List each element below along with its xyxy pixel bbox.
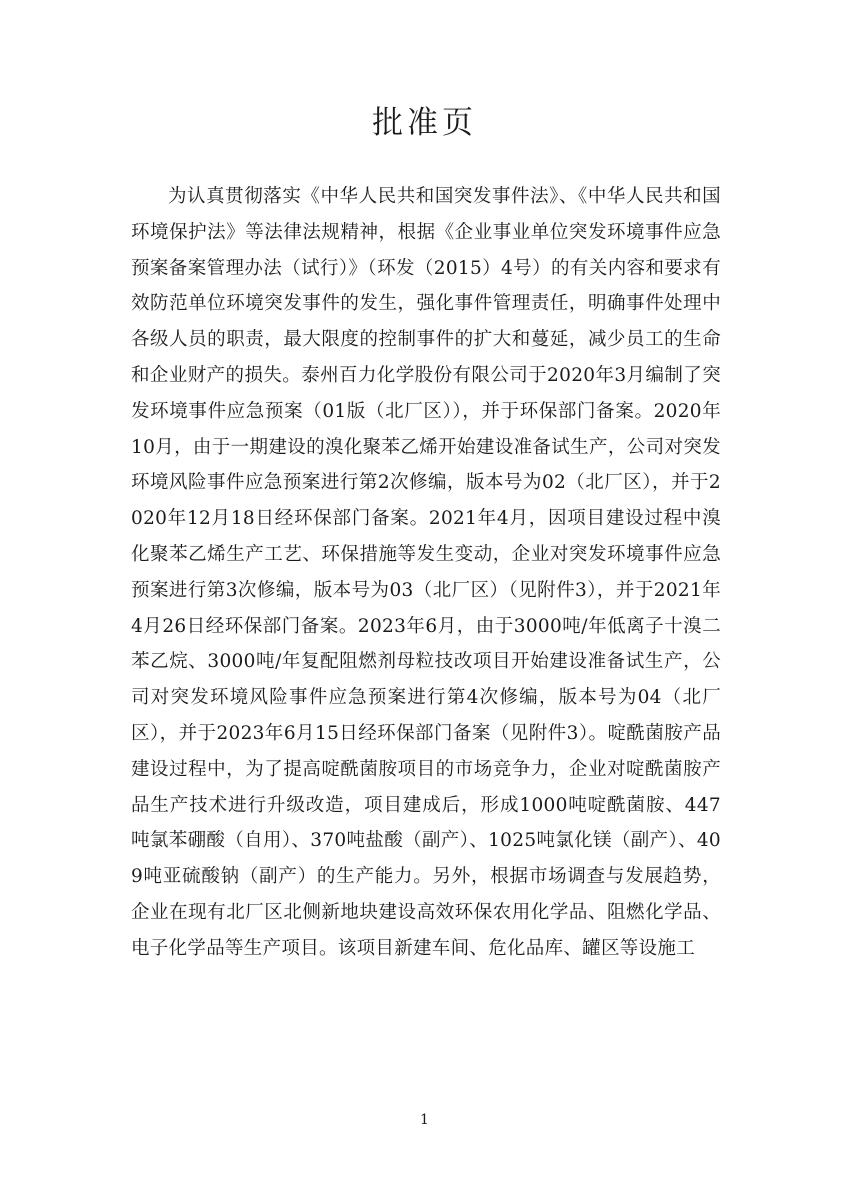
- page-number: 1: [420, 1112, 429, 1128]
- body-paragraph: 为认真贯彻落实《中华人民共和国突发事件法》、《中华人民共和国环境保护法》等法律法规精神，根据《企业事业单位突发环境事件应急预案备案管理办法（试行）》（环发（2015）4号）的有关内容和要求有效防范单位环境突发事件的发生，强化事件管理责任，明确事件处理中各级人员的职责，最大限度的控制事件的扩大和蔓延，减少员工的生命和企业财产的损失。泰州百力化学股份有限公司于2020年3月编制了突发环境事件应急预案（01版（北厂区）），并于环保部门备案。2020年10月，由于一期建设的溴化聚苯乙烯开始建设准备试生产，公司对突发环境风险事件应急预案进行第2次修编，版本号为02（北厂区），并于2020年12月18日经环保部门备案。2021年4月，因项目建设过程中溴化聚苯乙烯生产工艺、环保措施等发生变动，企业对突发环境事件应急预案进行第3次修编，版本号为03（北厂区）（见附件3），并于2021年4月26日经环保部门备案。2023年6月，由于3000吨/年低离子十溴二苯乙烷、3000吨/年复配阻燃剂母粒技改项目开始建设准备试生产，公司对突发环境风险事件应急预案进行第4次修编，版本号为04（北厂区），并于2023年6月15日经环保部门备案（见附件3）。啶酰菌胺产品建设过程中，为了提高啶酰菌胺项目的市场竞争力，企业对啶酰菌胺产品生产技术进行升级改造，项目建成后，形成1000吨啶酰菌胺、447吨氯苯硼酸（自用）、370吨盐酸（副产）、1025吨氯化镁（副产）、409吨亚硫酸钠（副产）的生产能力。另外，根据市场调查与发展趋势，企业在现有北厂区北侧新地块建设高效环保农用化学品、阻燃化学品、电子化学品等生产项目。该项目新建车间、危化品库、罐区等设施工: [131, 186, 722, 959]
- page-title: 批准页: [372, 105, 477, 141]
